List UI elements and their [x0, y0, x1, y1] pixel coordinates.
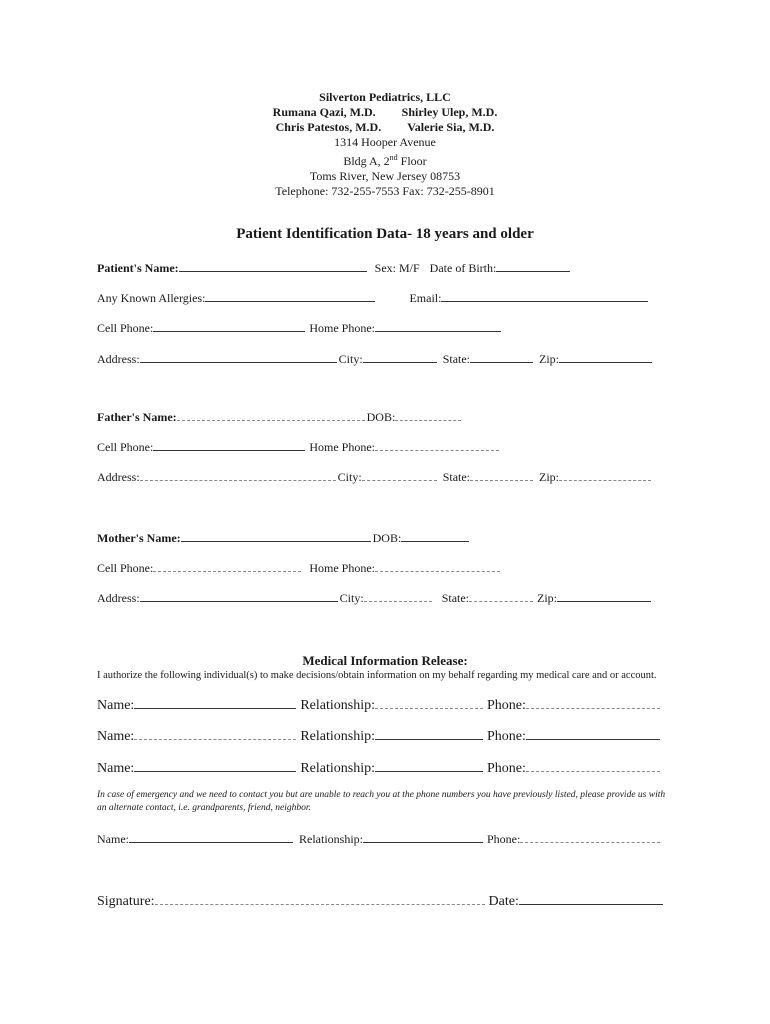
emergency-contact-row	[97, 828, 662, 847]
release-phone-field[interactable]	[526, 694, 660, 709]
release-phone-field[interactable]	[526, 757, 660, 772]
mother-address-label: Address:	[97, 591, 140, 605]
mother-cell-field[interactable]	[153, 559, 301, 572]
signature-row	[97, 890, 665, 910]
father-state-label: State:	[442, 470, 471, 484]
home-phone-label: Home Phone:	[309, 321, 376, 335]
emergency-name-label: Name:	[97, 832, 129, 846]
mother-zip-field[interactable]	[557, 589, 651, 602]
release-relationship-field[interactable]	[375, 694, 483, 709]
emergency-note: In case of emergency and we need to contact you but are unable to reach you at the phone numbers you have previously listed, please provide us with an alternate contact, i.e. grandparents, friend, neighbor.	[97, 790, 666, 813]
practice-name: Silverton Pediatrics, LLC	[319, 90, 451, 104]
emergency-name-field[interactable]	[129, 828, 293, 843]
mother-name-label: Mother's Name:	[97, 531, 181, 545]
mother-name-row	[97, 529, 471, 546]
city-label: City:	[338, 352, 363, 366]
doctor-name: Valerie Sia, M.D.	[407, 120, 495, 134]
release-relationship-field[interactable]	[375, 757, 483, 772]
father-dob-field[interactable]	[395, 408, 461, 421]
email-label: Email:	[409, 291, 442, 305]
father-home-label: Home Phone:	[309, 440, 376, 454]
authorized-person-row	[97, 757, 662, 777]
allergies-row	[97, 289, 650, 306]
doctor-row-2	[0, 120, 770, 135]
contact-numbers: Telephone: 732-255-7553 Fax: 732-255-8901	[275, 184, 495, 198]
father-dob-label: DOB:	[366, 410, 396, 424]
doctor-name: Rumana Qazi, M.D.	[272, 105, 376, 119]
father-city-label: City:	[337, 470, 362, 484]
release-relationship-label: Relationship:	[300, 729, 375, 744]
allergies-field[interactable]	[205, 289, 375, 302]
father-cell-label: Cell Phone:	[97, 440, 154, 454]
mother-city-label: City:	[339, 591, 364, 605]
father-zip-label: Zip:	[539, 470, 560, 484]
mother-zip-label: Zip:	[537, 591, 558, 605]
zip-field[interactable]	[559, 350, 652, 363]
doctor-row-1	[0, 105, 770, 120]
emergency-phone-label: Phone:	[487, 832, 521, 846]
cell-phone-field[interactable]	[153, 319, 305, 332]
release-phone-label: Phone:	[487, 761, 526, 776]
signature-field[interactable]	[155, 890, 485, 905]
release-phone-field[interactable]	[526, 725, 660, 740]
father-cell-field[interactable]	[153, 438, 305, 451]
release-relationship-label: Relationship:	[300, 761, 375, 776]
mother-name-field[interactable]	[181, 529, 371, 542]
home-phone-field[interactable]	[375, 319, 501, 332]
sex-label: Sex: M/F	[374, 261, 420, 275]
state-label: State:	[442, 352, 471, 366]
mother-home-label: Home Phone:	[309, 561, 376, 575]
mother-dob-label: DOB:	[372, 531, 402, 545]
suite-address: Bldg A, 2nd Floor	[343, 153, 427, 168]
doctor-name: Chris Patestos, M.D.	[275, 120, 382, 134]
release-relationship-label: Relationship:	[300, 698, 375, 713]
release-paragraph: I authorize the following individual(s) to make decisions/obtain information on my behalf regarding my medical care and or account.	[97, 670, 657, 681]
father-home-field[interactable]	[375, 438, 499, 451]
zip-label: Zip:	[539, 352, 560, 366]
signature-label: Signature:	[97, 894, 155, 909]
mother-city-field[interactable]	[364, 589, 432, 602]
release-relationship-field[interactable]	[375, 725, 483, 740]
release-name-field[interactable]	[134, 694, 296, 709]
father-name-field[interactable]	[177, 408, 365, 421]
mother-address-row	[97, 589, 653, 606]
mother-state-field[interactable]	[469, 589, 533, 602]
dob-field[interactable]	[496, 259, 570, 272]
practice-header	[0, 90, 770, 199]
father-zip-field[interactable]	[559, 468, 651, 481]
dob-label: Date of Birth:	[429, 261, 497, 275]
patient-address-row	[97, 350, 654, 367]
father-city-field[interactable]	[362, 468, 437, 481]
street-address: 1314 Hooper Avenue	[334, 135, 436, 149]
allergies-label: Any Known Allergies:	[97, 291, 206, 305]
father-name-row	[97, 408, 463, 425]
father-state-field[interactable]	[470, 468, 533, 481]
father-name-label: Father's Name:	[97, 410, 177, 424]
father-address-field[interactable]	[140, 468, 336, 481]
state-field[interactable]	[470, 350, 533, 363]
date-field[interactable]	[519, 890, 663, 905]
emergency-relationship-label: Relationship:	[299, 832, 363, 846]
patient-name-row	[97, 259, 572, 276]
patient-name-label: Patient's Name:	[97, 261, 179, 275]
city-field[interactable]	[363, 350, 437, 363]
cell-phone-label: Cell Phone:	[97, 321, 154, 335]
father-phone-row	[97, 438, 501, 455]
authorized-person-row	[97, 694, 662, 714]
release-name-field[interactable]	[134, 725, 296, 740]
release-phone-label: Phone:	[487, 698, 526, 713]
emergency-relationship-field[interactable]	[363, 828, 483, 843]
patient-phone-row	[97, 319, 503, 336]
release-name-field[interactable]	[134, 757, 296, 772]
email-field[interactable]	[441, 289, 648, 302]
father-address-label: Address:	[97, 470, 140, 484]
mother-phone-row	[97, 559, 502, 576]
father-address-row	[97, 468, 653, 485]
release-name-label: Name:	[97, 698, 135, 713]
release-name-label: Name:	[97, 729, 135, 744]
date-label: Date:	[488, 894, 519, 909]
city-address: Toms River, New Jersey 08753	[309, 169, 461, 183]
patient-name-field[interactable]	[179, 259, 367, 272]
doctor-name: Shirley Ulep, M.D.	[401, 105, 498, 119]
authorized-person-row	[97, 725, 662, 745]
form-title: Patient Identification Data- 18 years and older	[236, 226, 534, 242]
mother-dob-field[interactable]	[401, 529, 469, 542]
address-label: Address:	[97, 352, 140, 366]
mother-address-field[interactable]	[140, 589, 338, 602]
release-title: Medical Information Release:	[302, 653, 468, 668]
mother-state-label: State:	[441, 591, 470, 605]
emergency-phone-field[interactable]	[520, 828, 660, 843]
release-phone-label: Phone:	[487, 729, 526, 744]
mother-home-field[interactable]	[375, 559, 500, 572]
release-name-label: Name:	[97, 761, 135, 776]
address-field[interactable]	[140, 350, 337, 363]
mother-cell-label: Cell Phone:	[97, 561, 154, 575]
